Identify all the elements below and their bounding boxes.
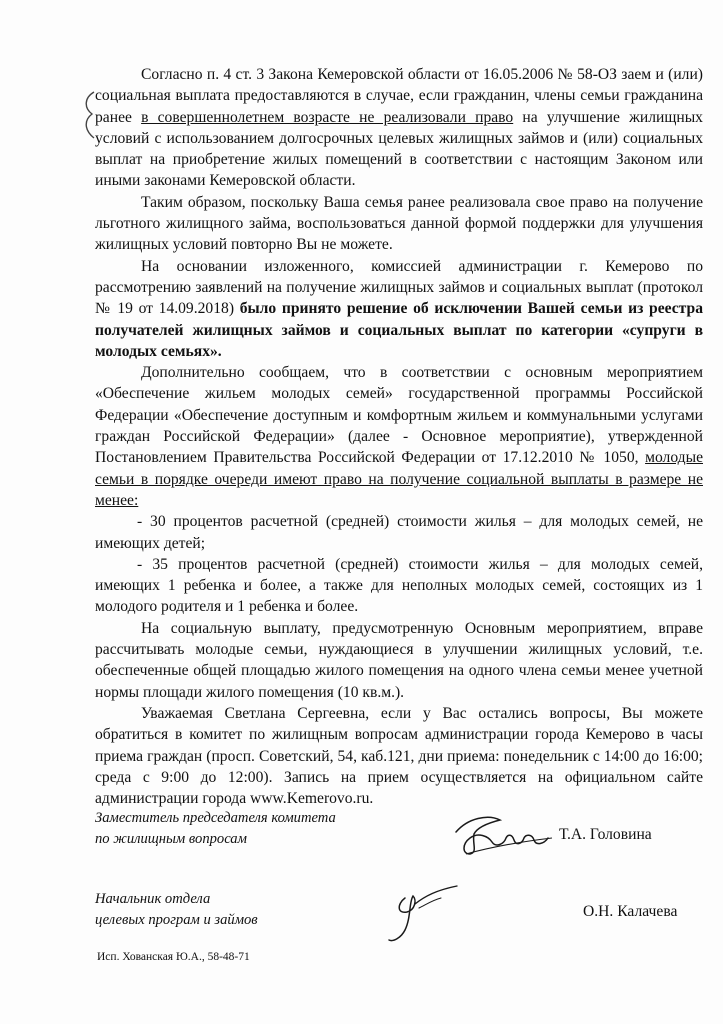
signature-block-dept-head xyxy=(95,889,395,931)
signatory-title: Начальник отдела xyxy=(95,891,211,907)
underlined-phrase: в совершеннолетнем возрасте не реализовали право xyxy=(141,108,514,126)
signatory-title: Заместитель председателя комитета xyxy=(95,810,336,826)
handwritten-signature-golovina xyxy=(448,808,558,860)
paragraph-additional-info xyxy=(95,362,703,511)
paragraph-text: . xyxy=(217,342,222,360)
paragraph-text: На основании изложенного, комиссией администрации г. Кемерово по рассмотрению заявлений на получение жилищных займов и социальных выплат (протокол № 19 от 14.09.2018) xyxy=(95,257,703,318)
letter-body xyxy=(95,64,703,809)
paragraph-decision xyxy=(95,256,703,362)
underlined-phrase: молодые семьи в порядке очереди имеют право на получение социальной выплаты в размере не менее: xyxy=(95,449,703,509)
signatory-name: О.Н. Калачева xyxy=(583,903,678,920)
list-item-30-percent: - 30 процентов расчетной (средней) стоимости жилья – для молодых семей, не имеющих детей; xyxy=(95,513,703,552)
executor-footer: Исп. Хованская Ю.А., 58-48-71 xyxy=(97,951,250,963)
signatory-title: целевых програм и займов xyxy=(95,912,258,928)
list-item-35-percent: - 35 процентов расчетной (средней) стоимости жилья – для молодых семей, имеющих 1 ребенка и более, а также для неполных молодых семей, состоящих из 1 молодого родителя и 1 ребенка и более. xyxy=(95,555,703,616)
paragraph-text: на улучшение жилищных условий с использованием долгосрочных целевых жилищных займов и (или) социальных выплат на приобретение жилых помещений в соответствии с настоящим Законом или иными законами Кемеровской области. xyxy=(95,108,703,190)
paragraph-legal-basis xyxy=(95,64,703,192)
signature-block-deputy-chair xyxy=(95,808,395,850)
signatory-name: Т.А. Головина xyxy=(559,826,652,843)
handwritten-signature-kalacheva xyxy=(375,878,465,948)
paragraph-text: Дополнительно сообщаем, что в соответствии с основным мероприятием «Обеспечение жильем молодых семей» государственной программы Российской Федерации «Обеспечение доступным и комфортным жильем и коммунальными услугами граждан Российской Федерации» (далее - Основное мероприятие), утвержденной Постановлением Правительства Российской Федерации от 17.12.2010 № 1050, xyxy=(95,364,703,467)
paragraph-conclusion: Таким образом, поскольку Ваша семья ранее реализовала свое право на получение льготного жилищного займа, воспользоваться данной формой поддержки для улучшения жилищных условий повторно Вы не можете. xyxy=(95,193,703,254)
paragraph-text: Согласно п. 4 ст. 3 Закона Кемеровской области от 16.05.2006 № 58-ОЗ заем и (или) социальная выплата предоставляются в случае, если гражданин, члены семьи гражданина ранее xyxy=(95,66,703,126)
bold-decision-phrase: было принято решение об исключении Вашей семьи из реестра получателей жилищных займов и социальных выплат по категории «супруги в молодых семьях» xyxy=(95,300,703,360)
paragraph-contact-info: Уважаемая Светлана Сергеевна, если у Вас остались вопросы, Вы можете обратиться в комитет по жилищным вопросам администрации города Кемерово в часы приема граждан (просп. Советский, 54, каб.121, дни приема: понедельник с 14:00 до 16:00; среда с 9:00 до 12:00). Запись на прием осуществляется на официальном сайте администрации города www.Kemerovo.ru. xyxy=(95,704,703,808)
paragraph-eligibility: На социальную выплату, предусмотренную Основным мероприятием, вправе рассчитывать молодые семьи, нуждающиеся в улучшении жилищных условий, т.е. обеспеченные общей площадью жилого помещения на одного члена семьи менее учетной нормы площади жилого помещения (10 кв.м.). xyxy=(95,619,703,701)
signatory-title: по жилищным вопросам xyxy=(95,831,247,847)
